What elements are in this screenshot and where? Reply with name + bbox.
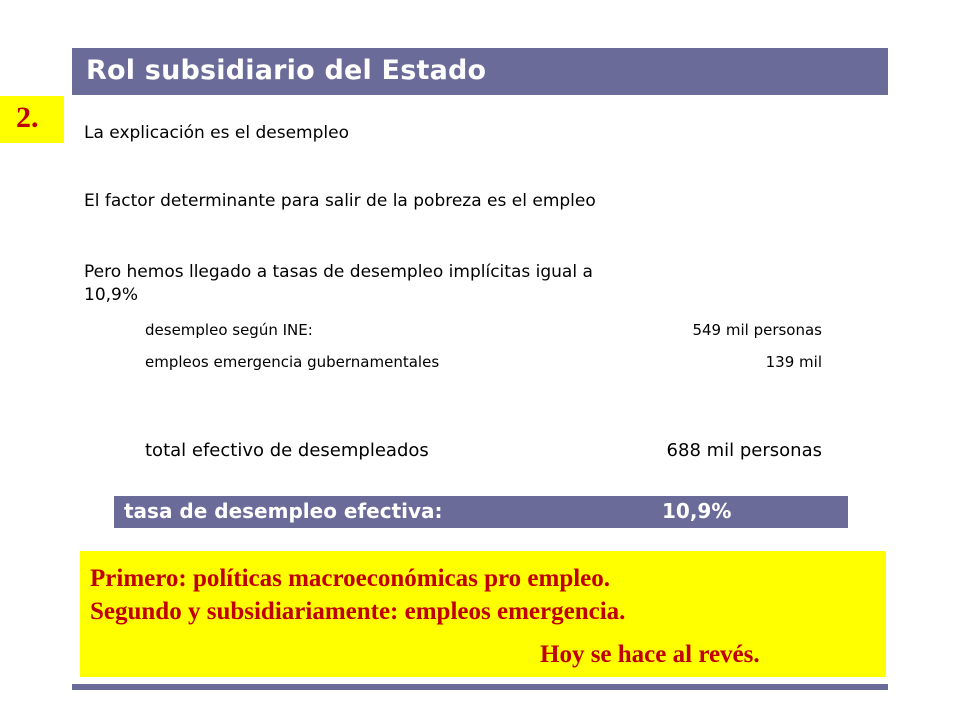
conclusion-line-2: Segundo y subsidiariamente: empleos emergencia.: [90, 598, 626, 625]
paragraph-explanation: La explicación es el desempleo: [84, 123, 349, 143]
title-bar: [72, 48, 888, 95]
slide-title: Rol subsidiario del Estado: [86, 55, 487, 86]
paragraph-rates-value: 10,9%: [84, 285, 139, 305]
conclusion-line-3: Hoy se hace al revés.: [540, 641, 760, 668]
slide-number: 2.: [16, 101, 39, 134]
slide-number-badge: [0, 96, 64, 143]
paragraph-rates: Pero hemos llegado a tasas de desempleo implícitas igual a: [84, 262, 593, 282]
bottom-divider: [72, 684, 888, 690]
rate-bar: [114, 496, 848, 528]
row-label-emergency: empleos emergencia gubernamentales: [145, 353, 440, 371]
rate-value: 10,9%: [662, 499, 732, 523]
row-value-emergency: 139 mil: [765, 353, 822, 371]
conclusion-box: [80, 551, 886, 677]
row-label-ine: desempleo según INE:: [145, 321, 313, 339]
row-value-ine: 549 mil personas: [692, 321, 822, 339]
rate-label: tasa de desempleo efectiva:: [124, 499, 443, 523]
conclusion-line-1: Primero: políticas macroeconómicas pro empleo.: [90, 565, 611, 592]
total-label: total efectivo de desempleados: [145, 440, 429, 461]
paragraph-factor: El factor determinante para salir de la pobreza es el empleo: [84, 191, 596, 211]
total-value: 688 mil personas: [666, 440, 822, 461]
